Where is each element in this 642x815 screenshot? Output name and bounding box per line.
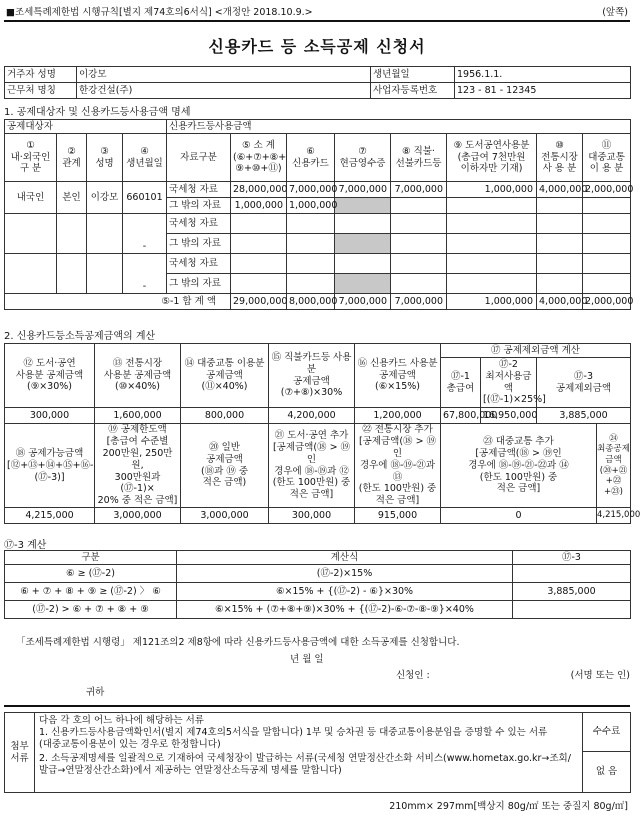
h24-header: ㉔ 최종공제금액 (⑳+㉑+㉒+㉓) bbox=[597, 424, 631, 508]
h18-header: ⑱ 공제가능금액 [⑫+⑬+⑭+⑮+⑯- (⑰-3)] bbox=[5, 424, 95, 508]
subtotal-cell[interactable] bbox=[231, 254, 287, 274]
transit-cell[interactable] bbox=[583, 214, 631, 234]
data-type-cell: 국세청 자료 bbox=[167, 254, 231, 274]
market-cell[interactable] bbox=[537, 214, 583, 234]
table-row bbox=[5, 565, 631, 583]
formula-cell: (⑰-2)×15% bbox=[177, 565, 513, 583]
subtotal-cell[interactable] bbox=[231, 274, 287, 294]
book-cell[interactable] bbox=[447, 274, 537, 294]
transit-cell[interactable] bbox=[583, 274, 631, 294]
transit-cell[interactable] bbox=[583, 254, 631, 274]
col-header: ⑤ 소 계 (⑥+⑦+⑧+ ⑨+⑩+⑪) bbox=[231, 134, 287, 182]
exclusion-calc-table bbox=[4, 550, 631, 619]
v20-cell[interactable]: 3,000,000 bbox=[181, 508, 269, 524]
paper-spec: 210mm× 297mm[백상지 80g/㎡ 또는 중질지 80g/㎡] bbox=[389, 801, 628, 812]
v21-cell[interactable]: 300,000 bbox=[269, 508, 355, 524]
formula-cell: ⑥×15% + (⑦+⑧+⑨)×30% + {(⑰-2)-⑥-⑦-⑧-⑨}×40% bbox=[177, 601, 513, 619]
total-credit: 8,000,000 bbox=[287, 294, 335, 310]
subtotal-cell[interactable]: 28,000,000 bbox=[231, 182, 287, 198]
cash-receipt-cell bbox=[335, 198, 391, 214]
declaration-date[interactable]: 년 월 일 bbox=[290, 654, 324, 665]
market-cell[interactable] bbox=[537, 198, 583, 214]
col-header: ④ 생년월일 bbox=[123, 134, 167, 182]
credit-cell[interactable] bbox=[287, 254, 335, 274]
credit-cell[interactable] bbox=[287, 214, 335, 234]
v18-cell[interactable]: 4,215,000 bbox=[5, 508, 95, 524]
person-name-cell[interactable] bbox=[87, 214, 123, 254]
section2-title: 2. 신용카드등소득공제금액의 계산 bbox=[4, 331, 156, 342]
market-cell[interactable] bbox=[537, 234, 583, 254]
table-row bbox=[5, 254, 631, 274]
cash-receipt-cell bbox=[335, 274, 391, 294]
declaration-text: 「조세특례제한법 시행령」 제121조의2 제8항에 따라 신용카드등사용금액에 대한 소득공제를 신청합니다. bbox=[16, 637, 460, 648]
v17-1-cell[interactable]: 67,800,000 bbox=[441, 408, 481, 424]
cash-receipt-cell bbox=[335, 234, 391, 254]
section3-title: ⑰-3 계산 bbox=[4, 540, 47, 551]
book-cell[interactable] bbox=[447, 214, 537, 234]
attachments-body bbox=[35, 713, 583, 793]
total-market: 4,000,000 bbox=[537, 294, 583, 310]
fee-value: 없 음 bbox=[595, 766, 618, 777]
book-cell[interactable] bbox=[447, 198, 537, 214]
sign-note[interactable]: (서명 또는 인) bbox=[570, 670, 630, 681]
birth-label: 생년월일 bbox=[371, 67, 455, 83]
h13-header: ⑬ 전통시장 사용분 공제금액 (⑩×40%) bbox=[95, 344, 181, 408]
section1-title: 1. 공제대상자 및 신용카드등사용금액 명세 bbox=[4, 107, 191, 118]
total-row bbox=[5, 294, 631, 310]
h17-header: ⑰ 공제제외금액 계산 bbox=[441, 344, 631, 358]
table-row bbox=[5, 601, 631, 619]
usage-amount-table bbox=[4, 119, 634, 310]
col-header: ⑨ 도서공연사용분 (총급여 7천만원 이하자만 기재) bbox=[447, 134, 537, 182]
col-header: ⑥ 신용카드 bbox=[287, 134, 335, 182]
name-label: 거주자 성명 bbox=[5, 67, 77, 83]
v22-cell[interactable]: 915,000 bbox=[355, 508, 441, 524]
debit-cell[interactable]: 7,000,000 bbox=[391, 182, 447, 198]
credit-cell[interactable] bbox=[287, 234, 335, 254]
data-type-cell: 그 밖의 자료 bbox=[167, 274, 231, 294]
group-usage: 신용카드등사용금액 bbox=[167, 120, 631, 134]
v15-cell[interactable]: 4,200,000 bbox=[269, 408, 355, 424]
v19-cell[interactable]: 3,000,000 bbox=[95, 508, 181, 524]
total-debit: 7,000,000 bbox=[391, 294, 447, 310]
v14-cell[interactable]: 800,000 bbox=[181, 408, 269, 424]
data-type-cell: 그 밖의 자료 bbox=[167, 234, 231, 254]
h20-header: ⑳ 일반 공제금액 (⑱과 ⑲ 중 적은 금액) bbox=[181, 424, 269, 508]
market-cell[interactable]: 4,000,000 bbox=[537, 182, 583, 198]
v17-2-cell[interactable]: 16,950,000 bbox=[481, 408, 537, 424]
col-header: 자료구분 bbox=[167, 134, 231, 182]
col-header: ⑧ 직불· 선불카드등 bbox=[391, 134, 447, 182]
table-row bbox=[5, 583, 631, 601]
market-cell[interactable] bbox=[537, 254, 583, 274]
relation-cell[interactable]: 본인 bbox=[57, 182, 87, 214]
col-category: 구분 bbox=[5, 551, 177, 565]
cash-receipt-cell[interactable]: 7,000,000 bbox=[335, 182, 391, 198]
applicant-label: 신청인 : bbox=[396, 670, 430, 681]
condition-cell: (⑰-2) > ⑥ + ⑦ + ⑧ + ⑨ bbox=[5, 601, 177, 619]
result-cell[interactable] bbox=[513, 601, 631, 619]
cash-receipt-cell[interactable] bbox=[335, 254, 391, 274]
data-type-cell: 국세청 자료 bbox=[167, 214, 231, 234]
col-header: ③ 성명 bbox=[87, 134, 123, 182]
name-value[interactable]: 이강모 bbox=[77, 67, 371, 83]
condition-cell: ⑥ + ⑦ + ⑧ + ⑨ ≥ (⑰-2) 〉 ⑥ bbox=[5, 583, 177, 601]
subtotal-cell[interactable]: 1,000,000 bbox=[231, 198, 287, 214]
debit-cell[interactable] bbox=[391, 254, 447, 274]
nationality-cell[interactable] bbox=[5, 254, 57, 294]
h21-header: ㉑ 도서·공연 추가 [공제금액(⑱ > ⑲인 경우에 ⑱-⑲과 ⑫ (한도 100만원) 중 적은 금액] bbox=[269, 424, 355, 508]
debit-cell[interactable] bbox=[391, 198, 447, 214]
h22-header: ㉒ 전통시장 추가 [공제금액(⑱ > ⑲인 경우에 ⑱-⑲-㉑과 ⑬ (한도 100만원) 중 적은 금액] bbox=[355, 424, 441, 508]
credit-cell[interactable] bbox=[287, 274, 335, 294]
total-transit: 2,000,000 bbox=[583, 294, 631, 310]
credit-cell[interactable]: 7,000,000 bbox=[287, 182, 335, 198]
deduction-calc-table bbox=[4, 343, 641, 524]
nationality-cell[interactable] bbox=[5, 214, 57, 254]
table-row bbox=[5, 182, 631, 198]
col-header: ⑦ 현금영수증 bbox=[335, 134, 391, 182]
attachments-label: 첨부 서류 bbox=[5, 713, 35, 793]
h23-header: ㉓ 대중교통 추가 [공제금액(⑱ > ⑲인 경우에 ⑱-⑲-㉑-㉒과 ⑭ (한도 100만원) 중 적은 금액] bbox=[441, 424, 597, 508]
h15-header: ⑮ 직불카드등 사용분 공제금액 (⑦+⑧)×30% bbox=[269, 344, 355, 408]
total-cash: 7,000,000 bbox=[335, 294, 391, 310]
v23-cell[interactable]: 0 bbox=[441, 508, 597, 524]
relation-cell[interactable] bbox=[57, 254, 87, 294]
col-header: ① 내·외국인 구 분 bbox=[5, 134, 57, 182]
group-target: 공제대상자 bbox=[5, 120, 167, 134]
h17-3-header: ⑰-3 공제제외금액 bbox=[537, 358, 631, 408]
total-subtotal: 29,000,000 bbox=[231, 294, 287, 310]
h17-1-header: ⑰-1 총급여 bbox=[441, 358, 481, 408]
attachments-table bbox=[4, 712, 631, 793]
v24-cell[interactable]: 4,215,000 bbox=[597, 508, 631, 524]
transit-cell[interactable] bbox=[583, 234, 631, 254]
workplace-value[interactable]: 한강건설(주) bbox=[77, 83, 371, 99]
bizno-value[interactable]: 123 - 81 - 12345 bbox=[455, 83, 631, 99]
page-title: 신용카드 등 소득공제 신청서 bbox=[208, 37, 426, 56]
h19-header: ⑲ 공제한도액 [총급여 수준별 200만원, 250만원, 300만원과 (⑰-1)× 20% 중 적은 금액] bbox=[95, 424, 181, 508]
fee-cell bbox=[583, 713, 631, 793]
v13-cell[interactable]: 1,600,000 bbox=[95, 408, 181, 424]
result-cell[interactable]: 3,885,000 bbox=[513, 583, 631, 601]
debit-cell[interactable] bbox=[391, 214, 447, 234]
result-cell[interactable] bbox=[513, 565, 631, 583]
divider bbox=[4, 705, 630, 707]
data-type-cell: 그 밖의 자료 bbox=[167, 198, 231, 214]
relation-cell[interactable] bbox=[57, 214, 87, 254]
data-type-cell: 국세청 자료 bbox=[167, 182, 231, 198]
cash-receipt-cell[interactable] bbox=[335, 214, 391, 234]
col-header: ② 관계 bbox=[57, 134, 87, 182]
subtotal-cell[interactable] bbox=[231, 234, 287, 254]
credit-cell[interactable]: 1,000,000 bbox=[287, 198, 335, 214]
attachment-item-2: 2. 소득공제명세를 일괄적으로 기재하여 국세청장이 발급하는 서류(국세청 연말정산간소화 서비스(www.hometax.go.kr→조회/ 발급→연말정산간소화)에서 제공하는 연말정산소득공제 명세를 말합니다) bbox=[39, 752, 571, 776]
total-label: ⑤-1 합 계 액 bbox=[5, 294, 231, 310]
col-header: ⑩ 전통시장 사 용 분 bbox=[537, 134, 583, 182]
person-name-cell[interactable]: 이강모 bbox=[87, 182, 123, 214]
birth-value[interactable]: 1956.1.1. bbox=[455, 67, 631, 83]
transit-cell[interactable]: 2,000,000 bbox=[583, 182, 631, 198]
col-formula: 계산식 bbox=[177, 551, 513, 565]
person-name-cell[interactable] bbox=[87, 254, 123, 294]
book-cell[interactable] bbox=[447, 234, 537, 254]
divider bbox=[4, 20, 630, 22]
h12-header: ⑫ 도서·공연 사용분 공제금액 (⑨×30%) bbox=[5, 344, 95, 408]
section1-header-row bbox=[5, 134, 631, 182]
market-cell[interactable] bbox=[537, 274, 583, 294]
attachments-intro: 다음 각 호의 어느 하나에 해당하는 서류 bbox=[39, 715, 204, 726]
applicant-info-table bbox=[4, 66, 631, 99]
col-header: ⑪ 대중교통 이 용 분 bbox=[583, 134, 631, 182]
book-cell[interactable]: 1,000,000 bbox=[447, 182, 537, 198]
h16-header: ⑯ 신용카드 사용분 공제금액 (⑥×15%) bbox=[355, 344, 441, 408]
transit-cell[interactable] bbox=[583, 198, 631, 214]
workplace-label: 근무처 명칭 bbox=[5, 83, 77, 99]
total-book: 1,000,000 bbox=[447, 294, 537, 310]
fee-label: 수수료 bbox=[583, 713, 630, 752]
formula-cell: ⑥×15% + {(⑰-2) - ⑥}×30% bbox=[177, 583, 513, 601]
person-birth-cell[interactable]: - bbox=[123, 214, 167, 254]
nationality-cell[interactable]: 내국인 bbox=[5, 182, 57, 214]
h17-2-header: ⑰-2 최저사용금액 [(⑰-1)×25%] bbox=[481, 358, 537, 408]
col-result: ⑰-3 bbox=[513, 551, 631, 565]
h14-header: ⑭ 대중교통 이용분 공제금액 (⑪×40%) bbox=[181, 344, 269, 408]
v17-3-cell[interactable]: 3,885,000 bbox=[537, 408, 631, 424]
table-row bbox=[5, 214, 631, 234]
page-side: (앞쪽) bbox=[602, 7, 628, 18]
debit-cell[interactable] bbox=[391, 234, 447, 254]
v16-cell[interactable]: 1,200,000 bbox=[355, 408, 441, 424]
attachment-item-1: 1. 신용카드등사용금액확인서(별지 제74호의5서식을 말합니다) 1부 및 승차권 등 대중교통이용분임을 증명할 수 있는 서류 (대중교통이용분이 있는 경우로 한정합니다) bbox=[39, 726, 548, 750]
person-birth-cell[interactable]: - bbox=[123, 254, 167, 294]
bizno-label: 사업자등록번호 bbox=[371, 83, 455, 99]
person-birth-cell[interactable]: 660101 bbox=[123, 182, 167, 214]
condition-cell: ⑥ ≥ (⑰-2) bbox=[5, 565, 177, 583]
addressee: 귀하 bbox=[86, 687, 105, 698]
v12-cell[interactable]: 300,000 bbox=[5, 408, 95, 424]
subtotal-cell[interactable] bbox=[231, 214, 287, 234]
debit-cell[interactable] bbox=[391, 274, 447, 294]
book-cell[interactable] bbox=[447, 254, 537, 274]
form-reference: ■조세특례제한법 시행규칙[별지 제74호의6서식] <개정안 2018.10.9.> bbox=[6, 7, 313, 18]
